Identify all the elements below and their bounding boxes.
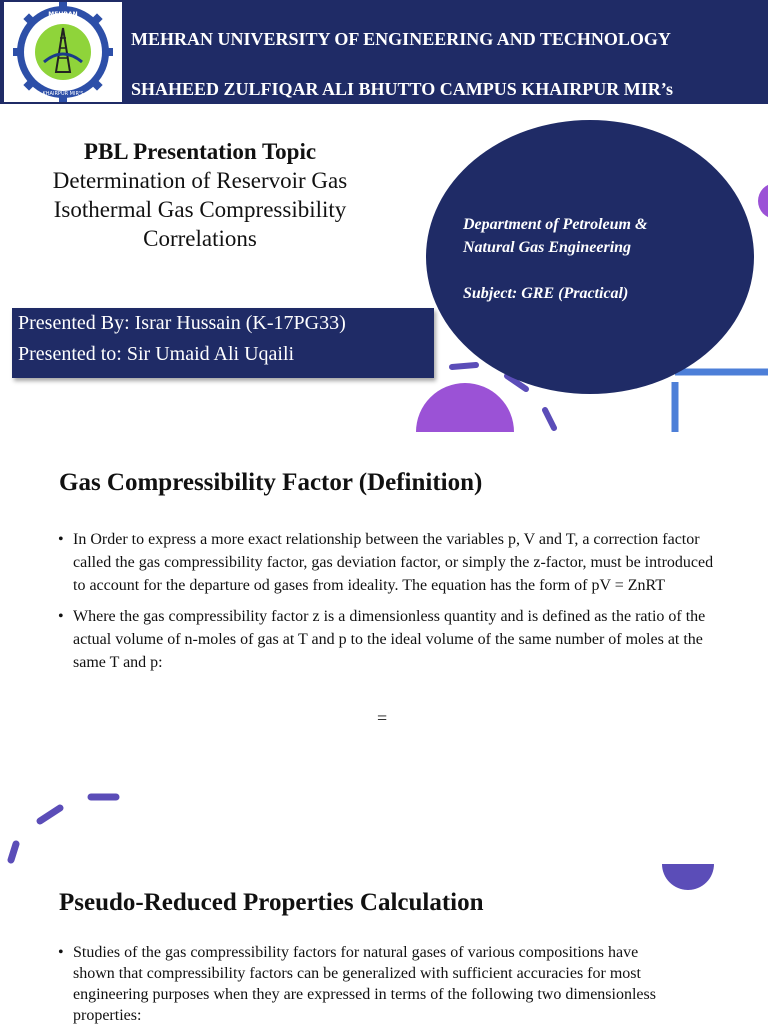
department-line: Natural Gas Engineering bbox=[463, 239, 632, 256]
pseudo-reduced-slide bbox=[0, 864, 768, 1024]
bullet-icon: • bbox=[58, 944, 64, 961]
topic-heading: PBL Presentation Topic bbox=[83, 139, 317, 164]
definition-slide bbox=[0, 432, 768, 864]
bullet-icon: • bbox=[58, 608, 64, 625]
bullet-text: In Order to express a more exact relationship between the variables p, V and T, a correction factor called the gas compressibility factor, gas deviation factor, or simply the z-factor, must be introduced to account for the departure od gases from ideality. The equation has the form of pV = ZnRT bbox=[73, 531, 714, 594]
svg-text:KHAIRPUR MIR'S: KHAIRPUR MIR'S bbox=[42, 91, 84, 97]
campus-name: SHAHEED ZULFIQAR ALI BHUTTO CAMPUS KHAIRPUR MIR’s bbox=[131, 79, 674, 99]
equation-sign: = bbox=[377, 708, 388, 728]
department-line: Department of Petroleum & bbox=[463, 216, 648, 233]
title-slide bbox=[0, 0, 768, 432]
topic-line: Determination of Reservoir Gas bbox=[52, 168, 348, 193]
bullet-list bbox=[58, 942, 678, 1024]
topic-line: Correlations bbox=[143, 226, 257, 251]
presented-to: Presented to: Sir Umaid Ali Uqaili bbox=[18, 343, 295, 365]
bullet-item bbox=[58, 942, 678, 1024]
subject-label: Subject: GRE (Practical) bbox=[463, 285, 629, 302]
university-name: MEHRAN UNIVERSITY OF ENGINEERING AND TECHNOLOGY bbox=[131, 29, 671, 49]
slide-title: Gas Compressibility Factor (Definition) bbox=[59, 469, 483, 496]
bullet-text: Where the gas compressibility factor z is a dimensionless quantity and is defined as the ratio of the actual volume of n-moles of gas at T and p to the ideal volume of the same number of moles at the same T and p: bbox=[73, 608, 706, 671]
presented-by: Presented By: Israr Hussain (K-17PG33) bbox=[18, 312, 346, 334]
department-ellipse bbox=[426, 120, 754, 394]
topic-line: Isothermal Gas Compressibility bbox=[53, 197, 347, 222]
bullet-text: Studies of the gas compressibility factors for natural gases of various compositions have shown that compressibility factors can be generalized with sufficient accuracies for most engineering purposes when they are expressed in terms of the following two dimensionless properties: bbox=[73, 944, 656, 1024]
svg-text:MEHRAN: MEHRAN bbox=[48, 11, 78, 18]
slide-title: Pseudo-Reduced Properties Calculation bbox=[59, 889, 484, 916]
bullet-icon: • bbox=[58, 531, 64, 548]
decorative-shapes bbox=[0, 432, 768, 864]
